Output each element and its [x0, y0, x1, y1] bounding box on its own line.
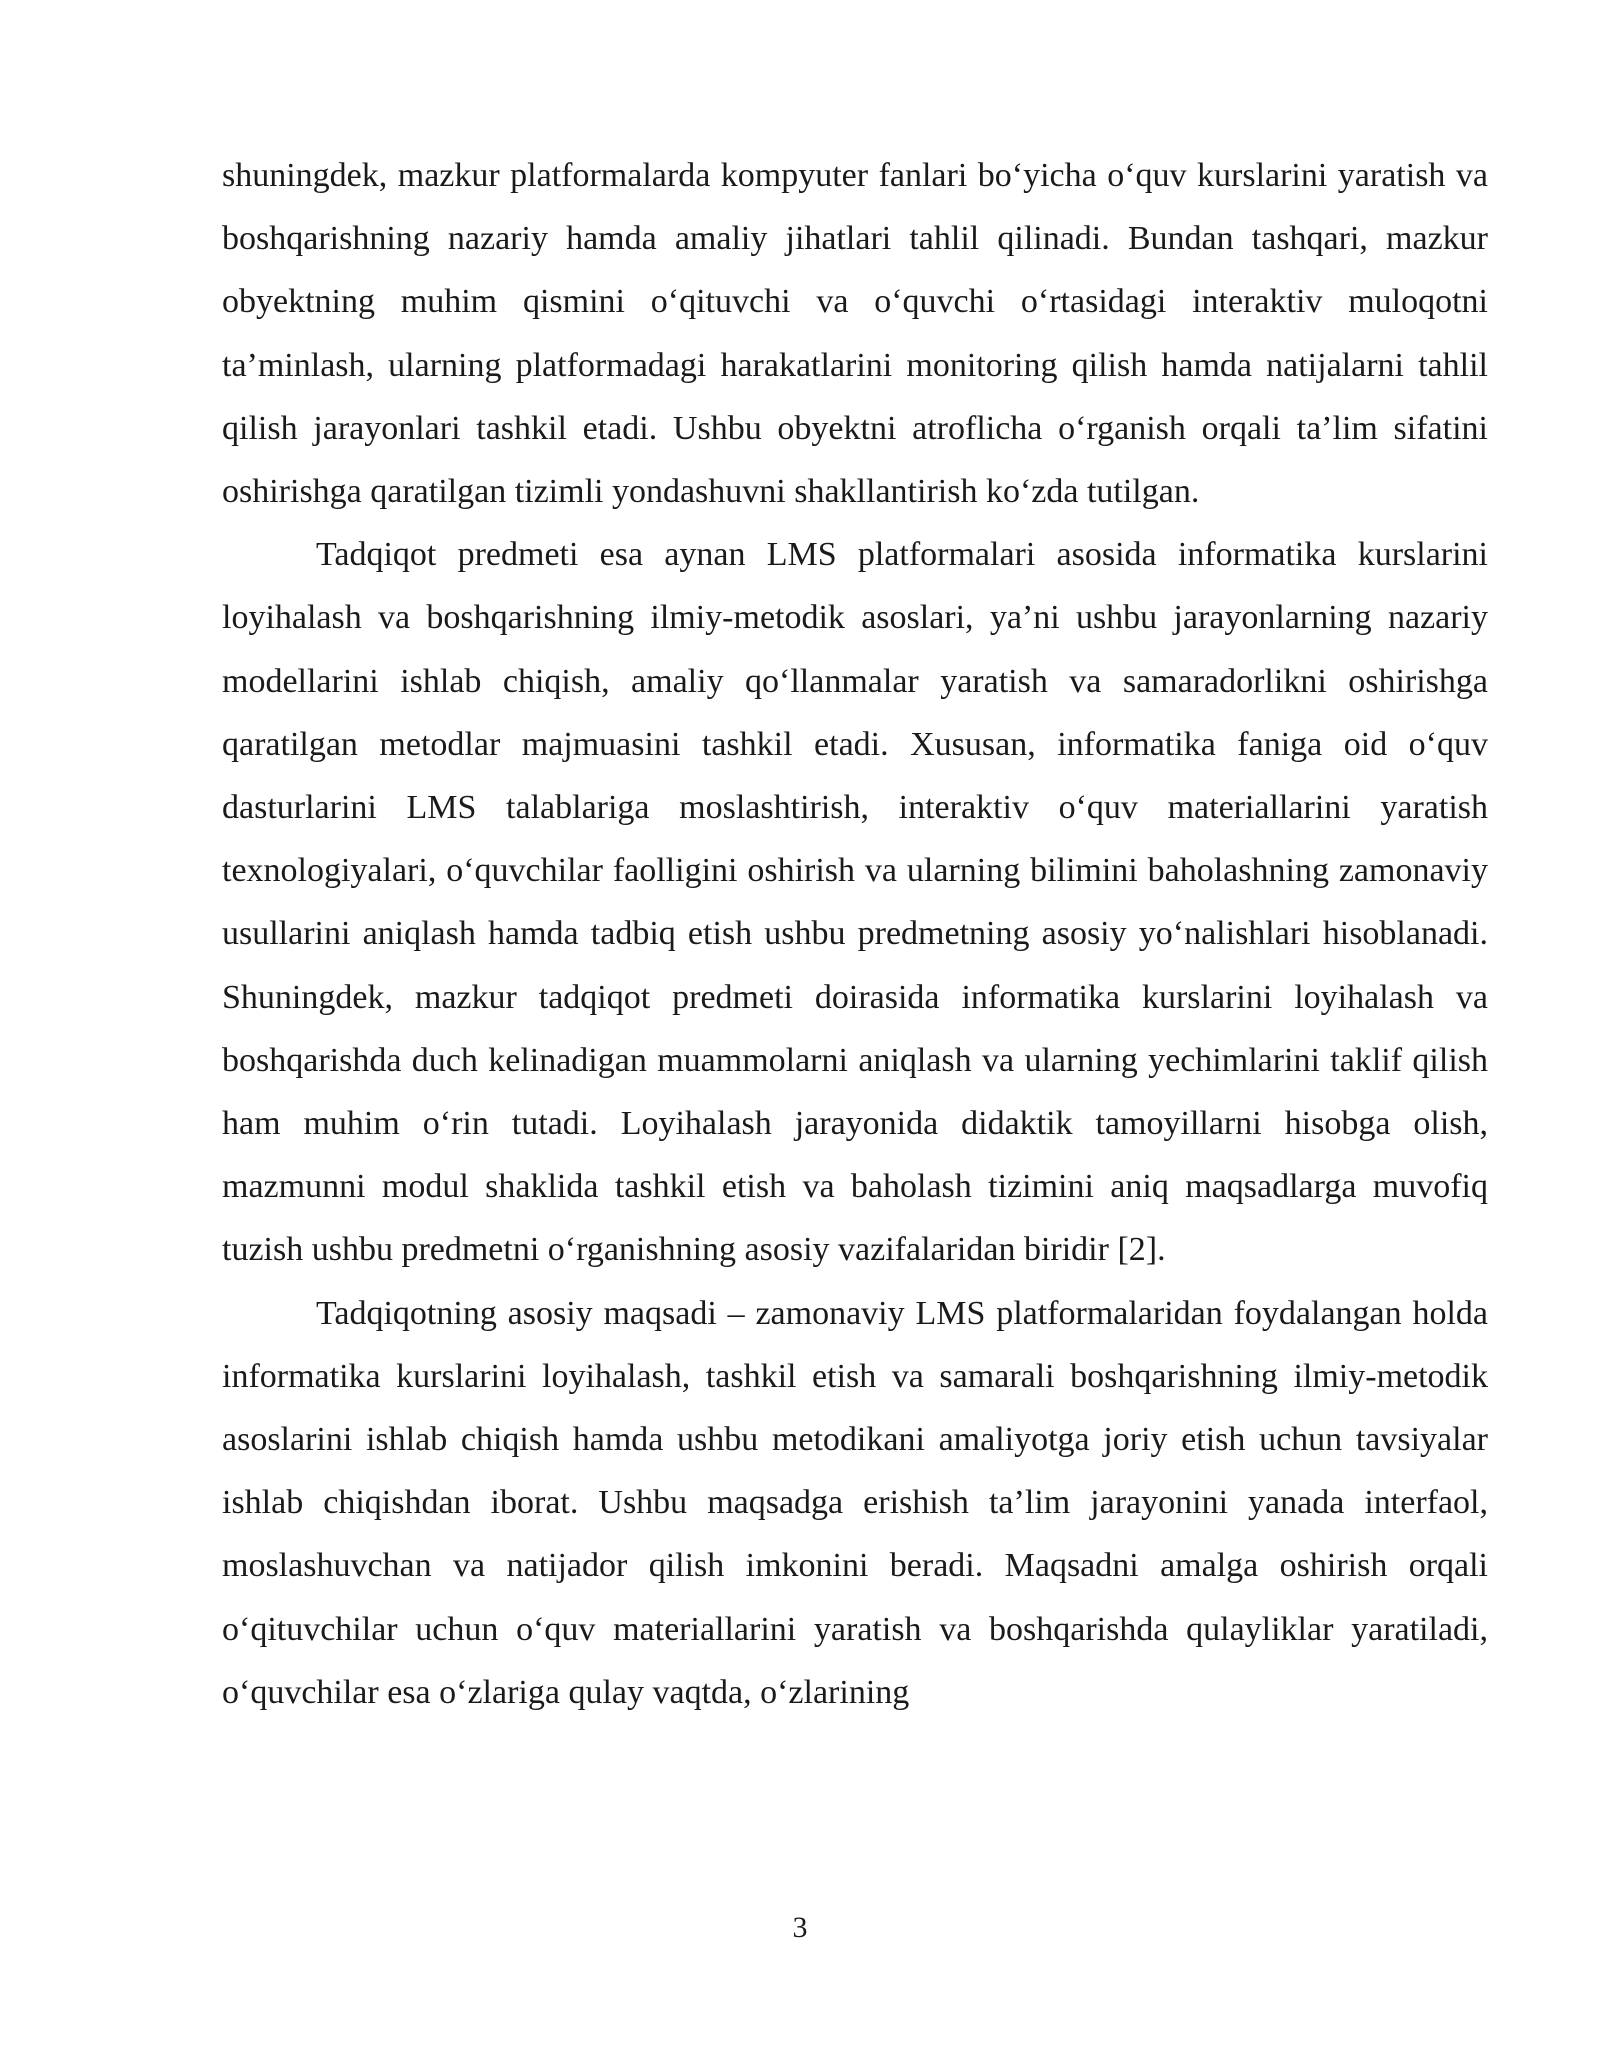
paragraph-research-goal: Tadqiqotning asosiy maqsadi – zamonaviy LMS platformalaridan foydalangan holda informatika kurslarini loyihalash, tashkil etish va samarali boshqarishning ilmiy-metodik asoslarini ishlab chiqish hamda ushbu metodikani amaliyotga joriy etish uchun tavsiyalar ishlab chiqishdan iborat. Ushbu maqsadga erishish ta’lim jarayonini yanada interfaol, moslashuvchan va natijador qilish imkonini beradi. Maqsadni amalga oshirish orqali o‘qituvchilar uchun o‘quv materiallarini yaratish va boshqarishda qulayliklar yaratiladi, o‘quvchilar esa o‘zlariga qulay vaqtda, o‘zlarining — [222, 1294, 1488, 1711]
paragraph-object-description: shuningdek, mazkur platformalarda kompyuter fanlari bo‘yicha o‘quv kurslarini yaratish va boshqarishning nazariy hamda amaliy jihatlari tahlil qilinadi. Bundan tashqari, mazkur obyektning muhim qismini o‘qituvchi va o‘quvchi o‘rtasidagi interaktiv muloqotni ta’minlash, ularning platformadagi harakatlarini monitoring qilish hamda natijalarni tahlil qilish jarayonlari tashkil etadi. Ushbu obyektni atroflicha o‘rganish orqali ta’lim sifatini oshirishga qaratilgan tizimli yondashuvni shakllantirish ko‘zda tutilgan. — [222, 157, 1488, 511]
page-number: 3 — [792, 1911, 808, 1944]
paragraph-research-subject: Tadqiqot predmeti esa aynan LMS platformalari asosida informatika kurslarini loyihalash va boshqarishning ilmiy-metodik asoslari, ya’ni ushbu jarayonlarning nazariy modellarini ishlab chiqish, amaliy qo‘llanmalar yaratish va samaradorlikni oshirishga qaratilgan metodlar majmuasini tashkil etadi. Xususan, informatika faniga oid o‘quv dasturlarini LMS talablariga moslashtirish, interaktiv o‘quv materiallarini yaratish texnologiyalari, o‘quvchilar faolligini oshirish va ularning bilimini baholashning zamonaviy usullarini aniqlash hamda tadbiq etish ushbu predmetning asosiy yo‘nalishlari hisoblanadi. Shuningdek, mazkur tadqiqot predmeti doirasida informatika kurslarini loyihalash va boshqarishda duch kelinadigan muammolarni aniqlash va ularning yechimlarini taklif qilish ham muhim o‘rin tutadi. Loyihalash jarayonida didaktik tamoyillarni hisobga olish, mazmunni modul shaklida tashkil etish va baholash tizimini aniq maqsadlarga muvofiq tuzish ushbu predmetni o‘rganishning asosiy vazifalaridan biridir [2]. — [222, 536, 1488, 1269]
body-text — [222, 144, 1488, 1724]
